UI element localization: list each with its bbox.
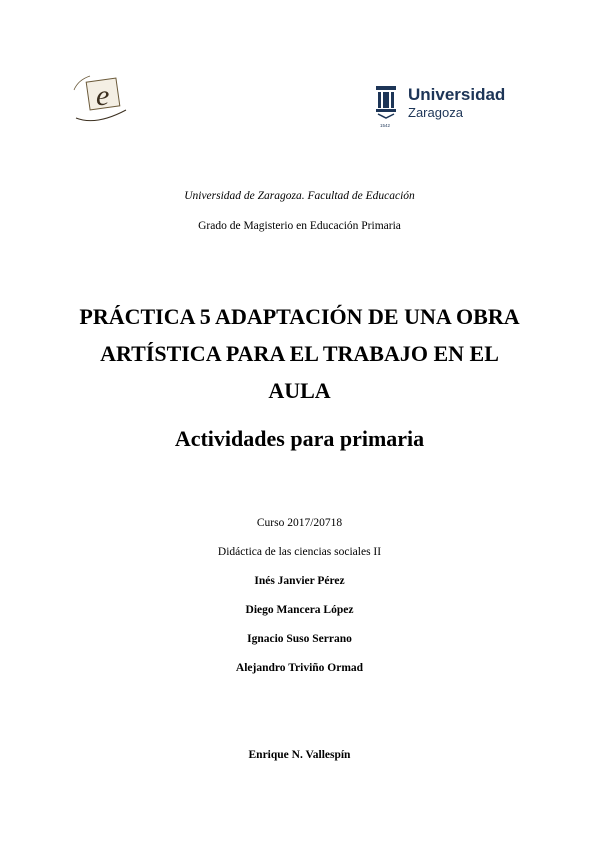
author-name: Diego Mancera López — [245, 604, 354, 616]
document-subtitle: Actividades para primaria — [174, 426, 425, 451]
course-line: Curso 2017/20718 — [256, 517, 343, 529]
faculty-line: Universidad de Zaragoza. Facultad de Educación — [184, 190, 415, 202]
document-title: PRÁCTICA 5 ADAPTACIÓN DE UNA OBRA ARTÍSTICA PARA EL TRABAJO EN EL AULA — [79, 304, 520, 403]
author-name: Alejandro Triviño Ormad — [235, 662, 364, 674]
author-name: Inés Janvier Pérez — [254, 575, 345, 587]
university-zaragoza-logo — [372, 80, 522, 130]
svg-text:Universidad: Universidad — [408, 85, 506, 104]
tutor-name: Enrique N. Vallespín — [248, 749, 351, 761]
university-logo-graphic — [372, 80, 522, 130]
faculty-logo-graphic — [66, 70, 136, 128]
svg-text:1542: 1542 — [380, 123, 391, 128]
author-name: Ignacio Suso Serrano — [247, 633, 352, 645]
subject-line: Didáctica de las ciencias sociales II — [217, 546, 382, 558]
svg-text:Zaragoza: Zaragoza — [408, 105, 463, 120]
svg-text:e: e — [96, 79, 110, 112]
degree-line: Grado de Magisterio en Educación Primaria — [198, 220, 401, 232]
faculty-education-logo — [66, 70, 136, 128]
